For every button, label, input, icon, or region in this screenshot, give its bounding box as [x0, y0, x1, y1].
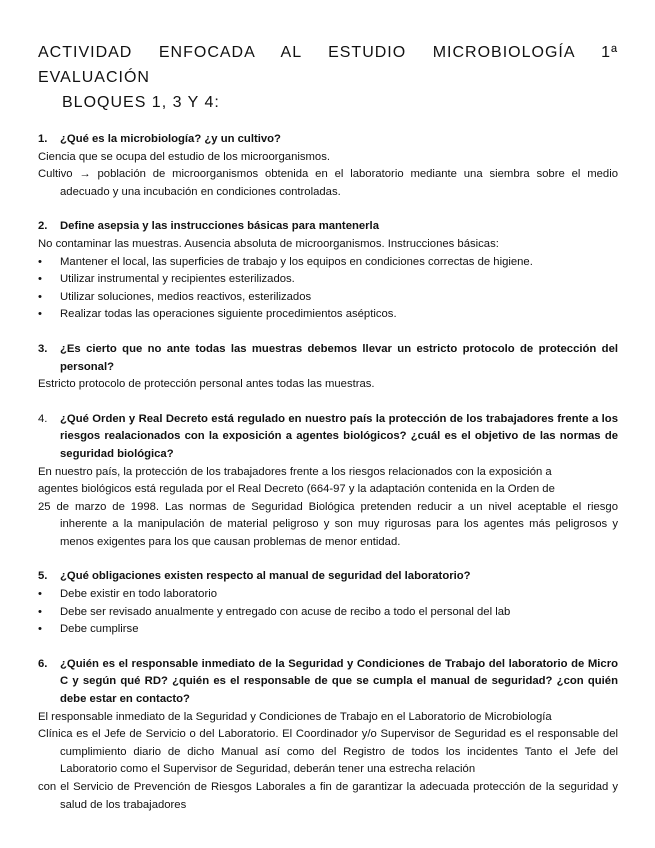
question-text: Define asepsia y las instrucciones básicas para mantenerla [60, 220, 379, 233]
list-item: • Utilizar soluciones, medios reactivos, esterilizados [38, 289, 618, 307]
bullet-icon: • [38, 623, 42, 636]
question-2 [38, 218, 618, 236]
question-5 [38, 568, 618, 586]
question-number: 1. [38, 133, 48, 145]
list-item: • Debe cumplirse [38, 621, 618, 639]
answer-6-line-2: Clínica es el Jefe de Servicio o del Laboratorio. El Coordinador y/o Supervisor de Seguridad es el responsable del cumplimiento diario de dicho Manual así como del Registro de todos los incidentes Tanto el Jefe del Laboratorio como el Supervisor de Seguridad, deberán tener una estrecha relación [38, 728, 618, 776]
answer-2-bullets [38, 254, 618, 324]
question-text: ¿Quién es el responsable inmediato de la Seguridad y Condiciones de Trabajo del laboratorio de Micro C y según qué RD? ¿quién es el responsable de que se cumpla el manual de seguridad? ¿con quién debe estar en contacto? [60, 657, 618, 706]
question-number: 3. [38, 342, 48, 355]
question-number: 6. [38, 657, 48, 670]
answer-1-line-1: Ciencia que se ocupa del estudio de los microorganismos. [38, 150, 330, 163]
bullet-icon: • [38, 308, 42, 321]
answer-3-line-1: Estricto protocolo de protección personal antes todas las muestras. [38, 378, 375, 391]
answer-1-line-2: Cultivo → población de microorganismos obtenida en el laboratorio mediante una siembra sobre el medio adecuado y una incubación en condiciones controladas. [38, 168, 618, 198]
answer-4-line-1: En nuestro país, la protección de los trabajadores frente a los riesgos relacionados con la exposición a [38, 465, 552, 478]
answer-4-line-2: agentes biológicos está regulada por el Real Decreto (664-97 y la adaptación contenida en la Orden de [38, 483, 555, 496]
bullet-icon: • [38, 290, 42, 303]
question-number: 5. [38, 570, 48, 583]
answer-6-line-1: El responsable inmediato de la Seguridad y Condiciones de Trabajo en el Laboratorio de Microbiología [38, 710, 552, 723]
title-line-1: ACTIVIDAD ENFOCADA AL ESTUDIO MICROBIOLOGÍA 1ª EVALUACIÓN [38, 44, 618, 86]
list-item: • Realizar todas las operaciones siguiente procedimientos asépticos. [38, 306, 618, 324]
bullet-icon: • [38, 605, 42, 618]
answer-2-line-1: No contaminar las muestras. Ausencia absoluta de microorganismos. Instrucciones básicas: [38, 237, 499, 250]
question-number: 2. [38, 220, 48, 233]
answer-5-bullets [38, 586, 618, 639]
list-item: • Mantener el local, las superficies de trabajo y los equipos en condiciones correctas de higiene. [38, 254, 618, 272]
page-title [38, 40, 618, 115]
question-3 [38, 341, 618, 376]
title-line-2: BLOQUES 1, 3 Y 4: [62, 94, 220, 111]
question-text: ¿Qué Orden y Real Decreto está regulado en nuestro país la protección de los trabajadores frente a los riesgos realacionados con la exposición a agentes biológicos? ¿cuál es el objetivo de las normas de seguridad biológica? [60, 412, 618, 460]
question-text: ¿Qué es la microbiología? ¿y un cultivo? [60, 133, 281, 145]
bullet-icon: • [38, 273, 42, 286]
document-body [38, 131, 618, 814]
question-4 [38, 411, 618, 464]
answer-6-line-3: con el Servicio de Prevención de Riesgos Laborales a fin de garantizar la adecuada protección de la seguridad y salud de los trabajadores [38, 781, 618, 811]
list-item: • Debe ser revisado anualmente y entregado con acuse de recibo a todo el personal del lab [38, 604, 618, 622]
question-number: 4. [38, 412, 48, 425]
bullet-icon: • [38, 255, 42, 268]
answer-4-line-3: 25 de marzo de 1998. Las normas de Seguridad Biológica pretenden reducir a un nivel aceptable el riesgo inherente a la manipulación de material peligroso y son muy rigurosas para los agentes más peligrosos y menos exigentes para los que causan problemas de menor entidad. [38, 500, 618, 548]
list-item: • Utilizar instrumental y recipientes esterilizados. [38, 271, 618, 289]
bullet-icon: • [38, 588, 42, 601]
question-text: ¿Es cierto que no ante todas las muestras debemos llevar un estricto protocolo de protección del personal? [60, 342, 618, 373]
question-6 [38, 656, 618, 709]
question-1 [38, 131, 618, 149]
list-item: • Debe existir en todo laboratorio [38, 586, 618, 604]
question-text: ¿Qué obligaciones existen respecto al manual de seguridad del laboratorio? [60, 570, 471, 583]
